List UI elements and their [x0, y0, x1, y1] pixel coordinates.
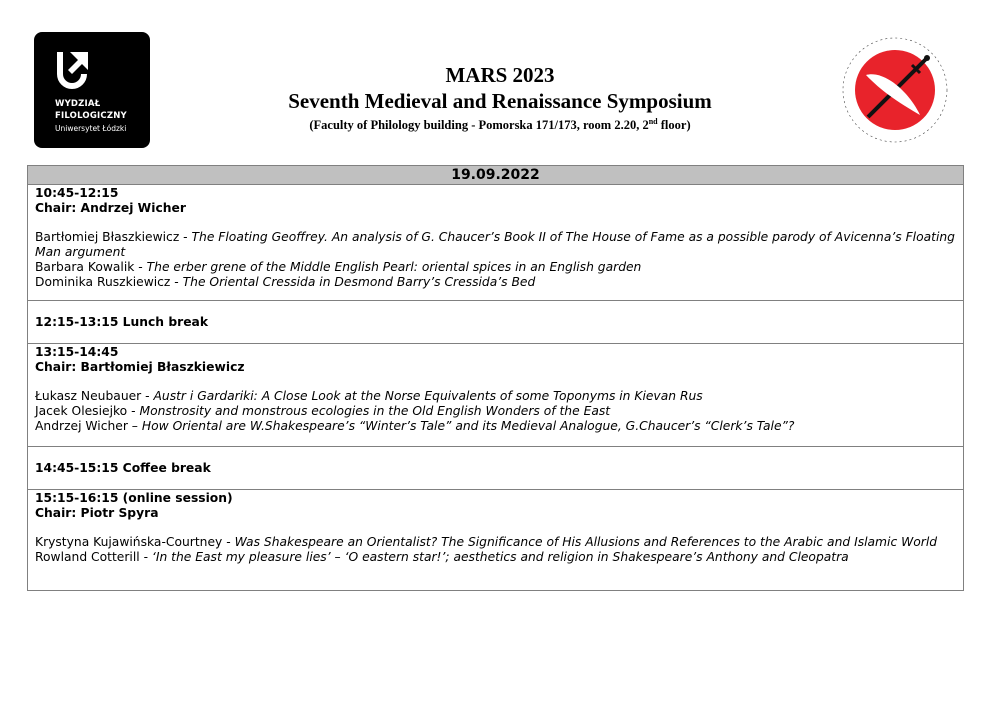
schedule-date: 19.09.2022 [28, 166, 963, 185]
schedule-table [27, 165, 964, 591]
logo-line-3: Uniwersytet Łódzki [55, 124, 127, 133]
event-venue: (Faculty of Philology building - Pomorska 171/173, room 2.20, 2nd floor) [309, 117, 691, 133]
faculty-arrow-icon [54, 48, 94, 92]
talk-item: Andrzej Wicher – How Oriental are W.Shakespeare’s “Winter’s Tale” and its Medieval Analogue, G.Chaucer’s “Clerk’s Tale”? [35, 419, 795, 433]
event-title: MARS 2023 [445, 63, 555, 87]
coffee-break-row: 14:45-15:15 Coffee break [28, 447, 963, 490]
talk-item: Dominika Ruszkiewicz - The Oriental Cressida in Desmond Barry’s Cressida’s Bed [35, 275, 536, 289]
centre-logo [838, 35, 953, 145]
session-time: 13:15-14:45 [35, 345, 119, 359]
faculty-logo [34, 32, 150, 148]
quill-sword-emblem-icon [838, 35, 953, 145]
document-header [200, 62, 800, 133]
session-chair: Chair: Bartłomiej Błaszkiewicz [35, 360, 245, 374]
talk-item: Barbara Kowalik - The erber grene of the Middle English Pearl: oriental spices in an English garden [35, 260, 642, 274]
session-time: 15:15-16:15 (online session) [35, 491, 233, 505]
logo-line-2: FILOLOGICZNY [55, 111, 127, 121]
session-chair: Chair: Andrzej Wicher [35, 201, 186, 215]
session-chair: Chair: Piotr Spyra [35, 506, 159, 520]
talk-item: Bartłomiej Błaszkiewicz - The Floating Geoffrey. An analysis of G. Chaucer’s Book II of The House of Fame as a possible parody of Avicenna’s Floating Man argument [35, 230, 955, 259]
talk-item: Krystyna Kujawińska-Courtney - Was Shakespeare an Orientalist? The Significance of His Allusions and References to the Arabic and Islamic World [35, 535, 938, 549]
session-row [28, 344, 963, 447]
session-row [28, 185, 963, 301]
talk-item: Łukasz Neubauer - Austr i Gardariki: A Close Look at the Norse Equivalents of some Toponyms in Kievan Rus [35, 389, 703, 403]
lunch-break-row: 12:15-13:15 Lunch break [28, 301, 963, 344]
session-time: 10:45-12:15 [35, 186, 119, 200]
talk-item: Jacek Olesiejko - Monstrosity and monstrous ecologies in the Old English Wonders of the East [35, 404, 611, 418]
event-subtitle: Seventh Medieval and Renaissance Symposium [288, 89, 712, 113]
session-row [28, 490, 963, 590]
talk-item: Rowland Cotterill - ‘In the East my pleasure lies’ – ‘O eastern star!’; aesthetics and religion in Shakespeare’s Anthony and Cleopatra [35, 550, 849, 564]
logo-line-1: WYDZIAŁ [55, 99, 101, 109]
